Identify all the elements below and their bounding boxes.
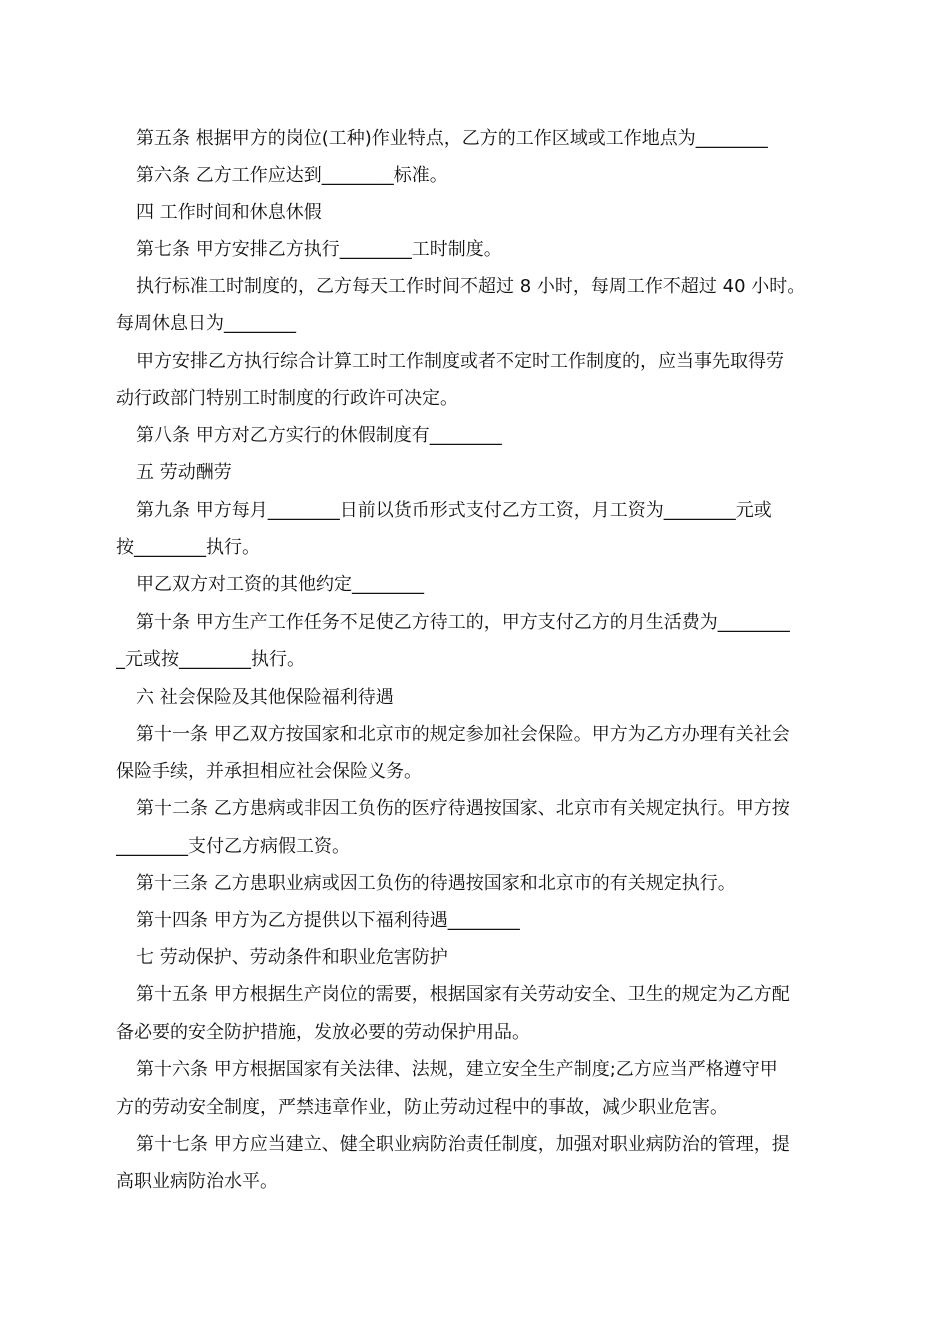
text-line: 每周休息日为________ [116, 313, 296, 334]
text-line: 甲乙双方对工资的其他约定________ [136, 574, 424, 595]
text-line: 第八条 甲方对乙方实行的休假制度有________ [136, 425, 502, 446]
text-line: 动行政部门特别工时制度的行政许可决定。 [116, 388, 458, 409]
section-heading: 七 劳动保护、劳动条件和职业危害防护 [136, 947, 448, 968]
text-line: 保险手续，并承担相应社会保险义务。 [116, 761, 422, 782]
text-line: 按________执行。 [116, 537, 260, 558]
text-line: 第十六条 甲方根据国家有关法律、法规，建立安全生产制度;乙方应当严格遵守甲 [136, 1059, 778, 1080]
text-line: 第十五条 甲方根据生产岗位的需要，根据国家有关劳动安全、卫生的规定为乙方配 [136, 984, 790, 1005]
text-line: 第十条 甲方生产工作任务不足使乙方待工的，甲方支付乙方的月生活费为________ [136, 612, 790, 633]
text-line: 方的劳动安全制度，严禁违章作业，防止劳动过程中的事故，减少职业危害。 [116, 1097, 728, 1118]
text-line: 第十一条 甲乙双方按国家和北京市的规定参加社会保险。甲方为乙方办理有关社会 [136, 724, 790, 745]
section-heading: 五 劳动酬劳 [136, 462, 232, 483]
section-heading: 六 社会保险及其他保险福利待遇 [136, 687, 394, 708]
text-line: 第六条 乙方工作应达到________标准。 [136, 165, 448, 186]
text-line: 第五条 根据甲方的岗位(工种)作业特点，乙方的工作区域或工作地点为________ [136, 128, 768, 149]
text-line: 第十二条 乙方患病或非因工负伤的医疗待遇按国家、北京市有关规定执行。甲方按 [136, 798, 790, 819]
section-heading: 四 工作时间和休息休假 [136, 202, 322, 223]
text-line: 备必要的安全防护措施，发放必要的劳动保护用品。 [116, 1022, 530, 1043]
text-line: 第十四条 甲方为乙方提供以下福利待遇________ [136, 910, 520, 931]
text-line: 第十七条 甲方应当建立、健全职业病防治责任制度，加强对职业病防治的管理，提 [136, 1134, 790, 1155]
text-line: 第七条 甲方安排乙方执行________工时制度。 [136, 239, 502, 260]
text-line: 甲方安排乙方执行综合计算工时工作制度或者不定时工作制度的，应当事先取得劳 [136, 351, 784, 372]
text-line: 高职业病防治水平。 [116, 1171, 278, 1192]
text-line: 第十三条 乙方患职业病或因工负伤的待遇按国家和北京市的有关规定执行。 [136, 873, 736, 894]
text-line: _元或按________执行。 [116, 649, 305, 670]
text-line: 第九条 甲方每月________日前以货币形式支付乙方工资，月工资为________元或 [136, 500, 772, 521]
text-line: 执行标准工时制度的，乙方每天工作时间不超过 8 小时，每周工作不超过 40 小时。 [136, 276, 806, 297]
text-line: ________支付乙方病假工资。 [116, 836, 350, 857]
